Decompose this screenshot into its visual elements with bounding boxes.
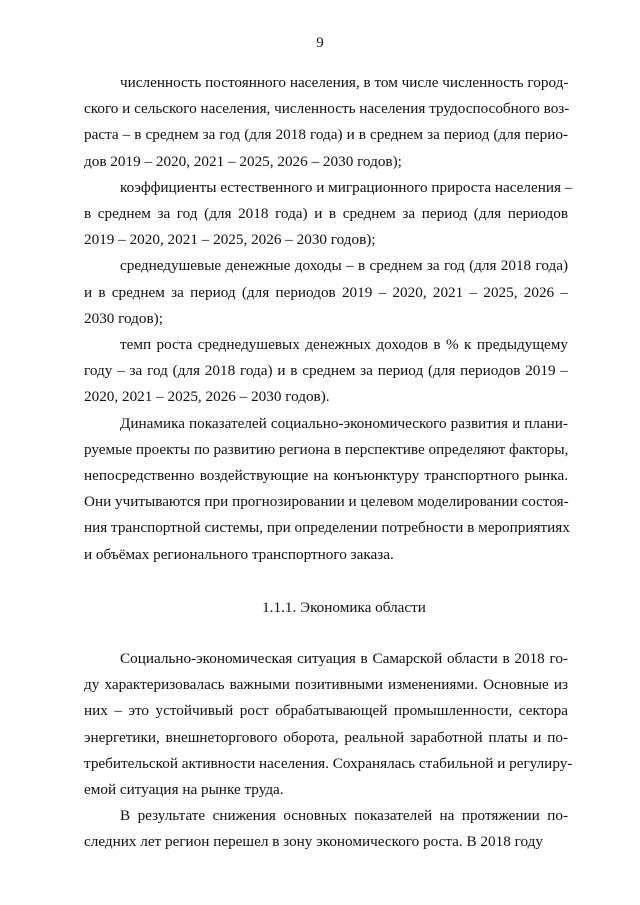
- paragraph-line: 2030 годов);: [84, 309, 163, 327]
- paragraph-line: ду характеризовалась важными позитивными изменениями. Основные из: [84, 676, 568, 694]
- paragraphs-before: [84, 70, 573, 568]
- paragraph-line: темп роста среднедушевых денежных доходов в % к предыдущему: [120, 336, 568, 354]
- paragraph-line: среднедушевые денежные доходы – в среднем за год (для 2018 года): [120, 257, 568, 275]
- paragraph-line: году – за год (для 2018 года) и в среднем за период (для периодов 2019 –: [84, 362, 568, 380]
- paragraph-line: требительской активности населения. Сохранялась стабильной и регулиру-: [84, 754, 573, 772]
- paragraph-line: энергетики, внешнеторгового оборота, реальной заработной платы и по-: [84, 728, 568, 746]
- paragraph-p1: [84, 70, 568, 175]
- paragraph-line: них – это устойчивый рост обрабатывающей промышленности, сектора: [84, 702, 568, 720]
- paragraph-line: руемые проекты по развитию региона в перспективе определяют факторы,: [84, 440, 569, 458]
- paragraph-line: раста – в среднем за год (для 2018 года) и в среднем за период (для перио-: [84, 126, 568, 144]
- paragraph-p4: [84, 332, 568, 411]
- paragraph-p3: [84, 253, 568, 332]
- paragraph-line: непосредственно воздействующие на конъюнктуру транспортного рынка.: [84, 467, 568, 485]
- paragraph-line: ния транспортной системы, при определении потребности в мероприятиях: [84, 519, 570, 537]
- paragraph-line: коэффициенты естественного и миграционного прироста населения –: [120, 178, 573, 196]
- page-content: [84, 70, 573, 856]
- paragraph-line: емой ситуация на рынке труда.: [84, 781, 284, 799]
- paragraph-p7: [84, 803, 568, 855]
- paragraph-line: Динамика показателей социально-экономического развития и плани-: [120, 414, 568, 432]
- paragraph-line: В результате снижения основных показателей на протяжении по-: [120, 807, 568, 825]
- paragraph-line: Социально-экономическая ситуация в Самарской области в 2018 го-: [120, 650, 568, 668]
- paragraph-line: и в среднем за период (для периодов 2019 – 2020, 2021 – 2025, 2026 –: [84, 283, 568, 301]
- page-number: 9: [316, 35, 324, 51]
- paragraphs-after: [84, 646, 573, 856]
- paragraph-line: и объёмах регионального транспортного заказа.: [84, 545, 394, 563]
- paragraph-p5: [84, 411, 568, 568]
- paragraph-line: в среднем за год (для 2018 года) и в среднем за период (для периодов: [84, 205, 568, 223]
- paragraph-line: 2019 – 2020, 2021 – 2025, 2026 – 2030 годов);: [84, 231, 376, 249]
- paragraph-line: 2020, 2021 – 2025, 2026 – 2030 годов).: [84, 388, 330, 406]
- paragraph-line: ского и сельского населения, численность населения трудоспособного воз-: [84, 100, 570, 118]
- paragraph-p6: [84, 646, 573, 803]
- section-heading: 1.1.1. Экономика области: [262, 598, 426, 616]
- paragraph-line: дов 2019 – 2020, 2021 – 2025, 2026 – 2030 годов);: [84, 152, 402, 170]
- paragraph-p2: [84, 175, 573, 254]
- paragraph-line: следних лет регион перешел в зону экономического роста. В 2018 году: [84, 833, 543, 851]
- paragraph-line: Они учитываются при прогнозировании и целевом моделировании состоя-: [84, 493, 569, 511]
- paragraph-line: численность постоянного населения, в том числе численность город-: [120, 74, 569, 91]
